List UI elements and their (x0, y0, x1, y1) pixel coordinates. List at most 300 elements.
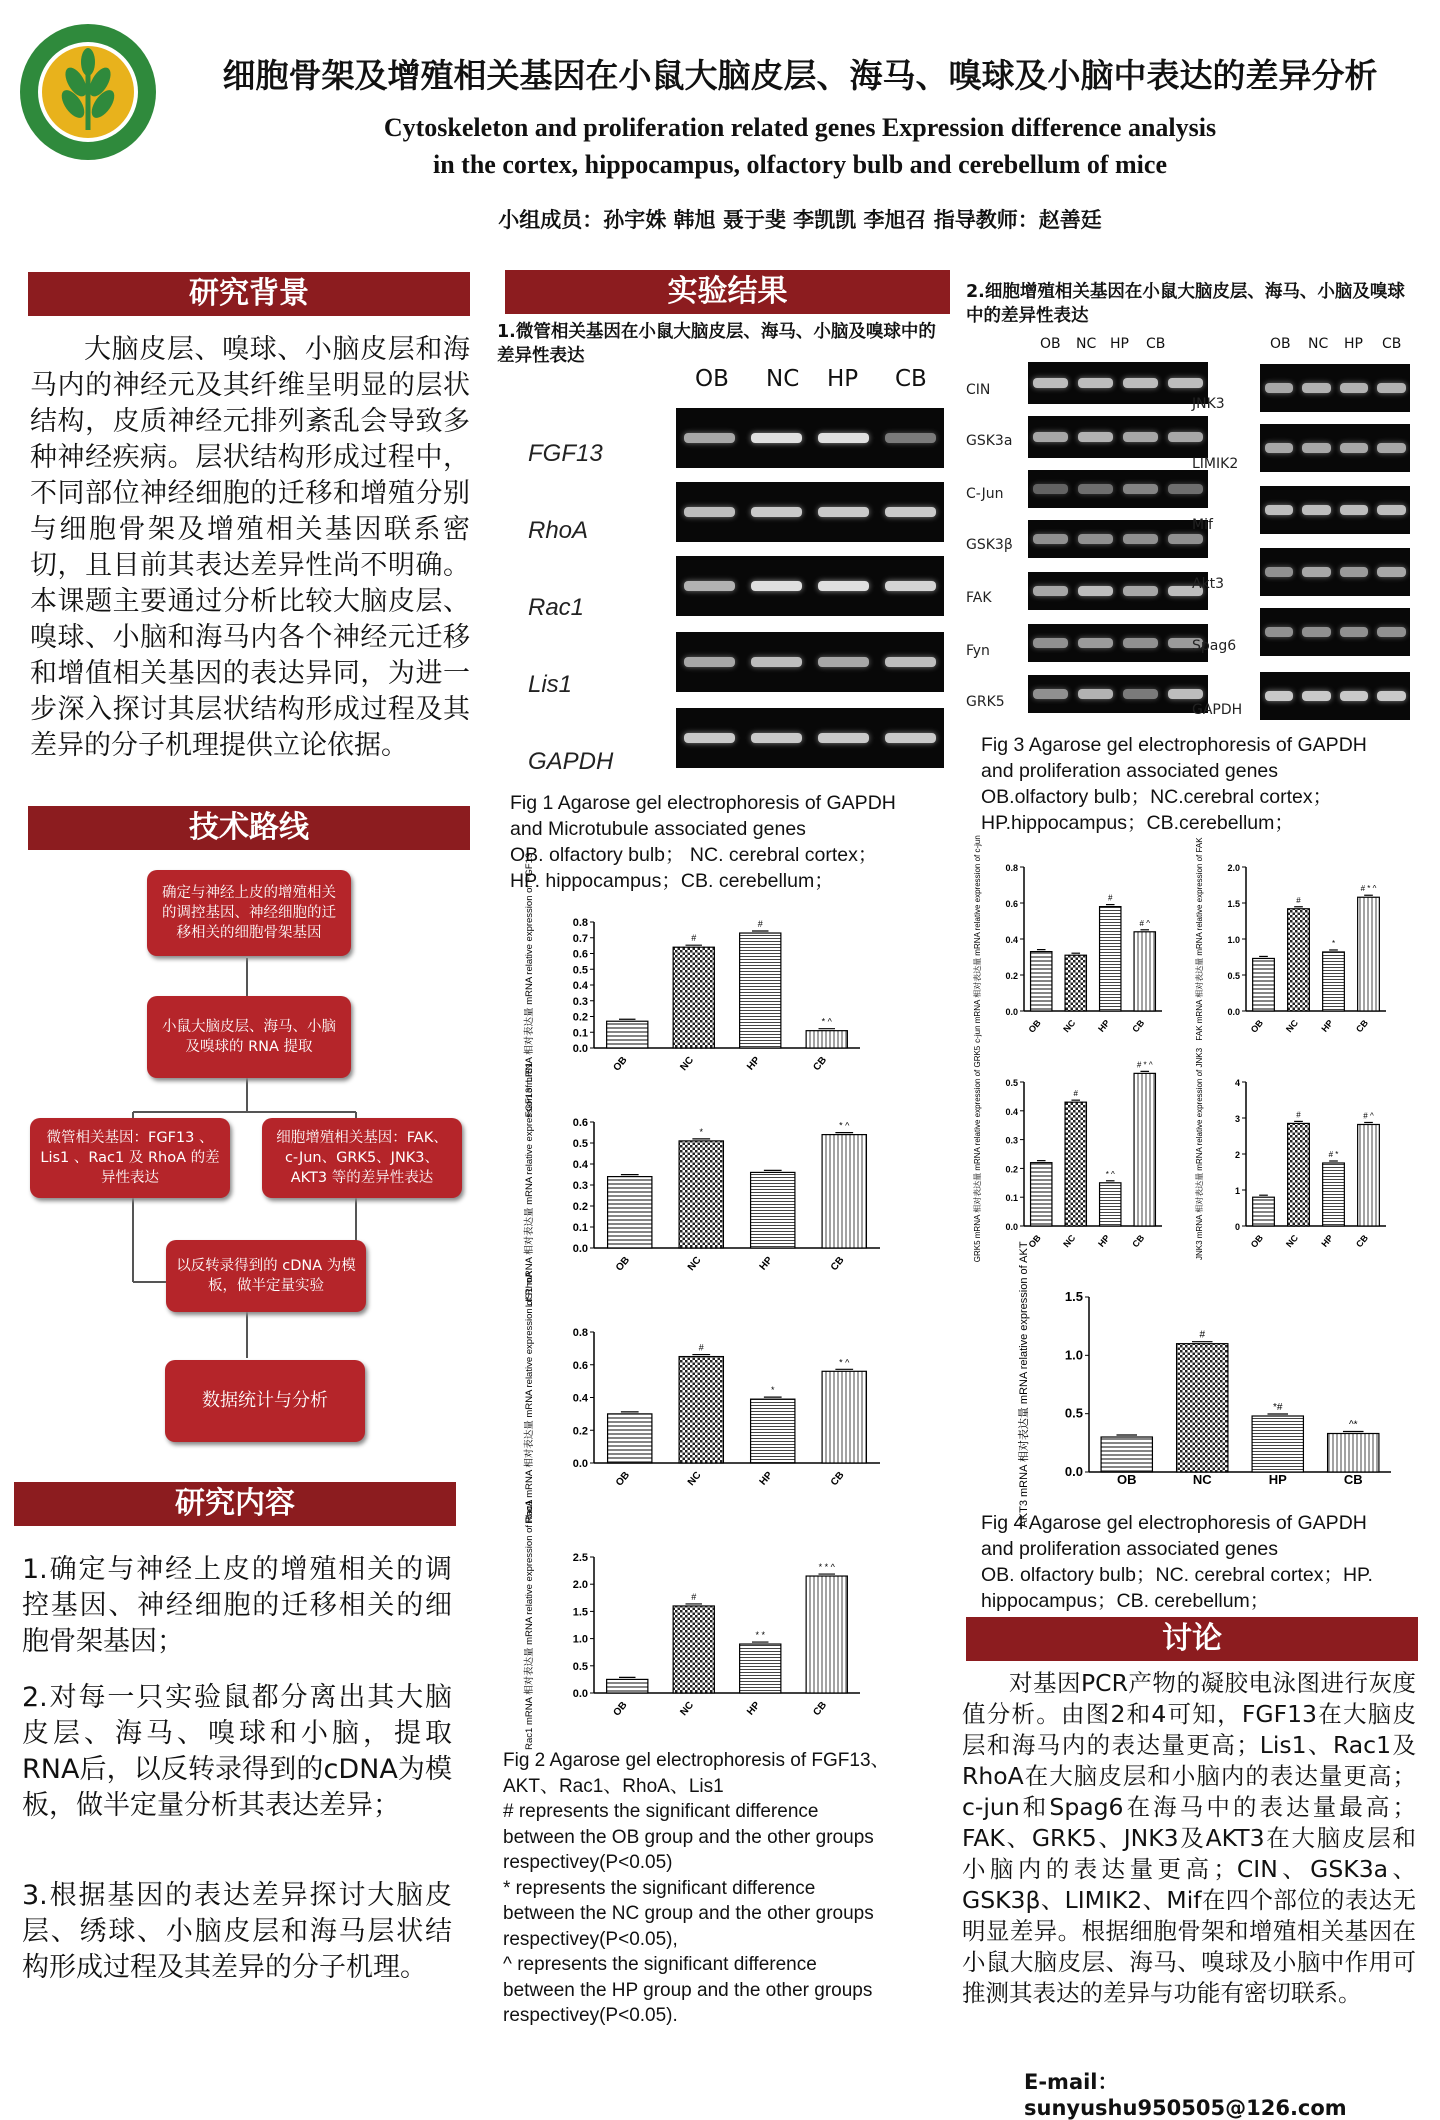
category-label: NC (1061, 1017, 1078, 1035)
background-heading: 研究背景 (28, 272, 470, 316)
fig3-gene-label: GSK3β (966, 537, 1013, 553)
category-label: OB (1248, 1017, 1266, 1035)
y-tick-label: 0.8 (572, 917, 588, 929)
fgf13-bar-chart (520, 852, 900, 1118)
y-axis-label: FAK mRNA 相对表达量 mRNA relative expression of FAK (1195, 837, 1204, 1041)
route-step-2: 小鼠大脑皮层、海马、小脑及嗅球的 RNA 提取 (147, 996, 351, 1078)
fig3-gene-label: GRK5 (966, 694, 1005, 710)
gel-strip (1028, 362, 1208, 404)
gel-band (1123, 432, 1157, 442)
category-label: OB (1248, 1232, 1266, 1250)
gel-band (1078, 378, 1112, 388)
gel-band (751, 581, 802, 591)
fig1-caption: Fig 1 Agarose gel electrophoresis of GAPDH and Microtubule associated genes OB. olfactory bulb； NC. cerebral cortex； HP. hippocampus；CB. cerebellum； (510, 792, 896, 892)
gel-band (885, 507, 936, 517)
y-tick-label: 0.4 (572, 980, 588, 992)
category-label: HP (757, 1254, 776, 1273)
gel-band (885, 433, 936, 443)
bar (1100, 1183, 1121, 1226)
category-label: CB (1354, 1017, 1371, 1035)
bar (679, 1141, 723, 1248)
content-item-1: 1.确定与神经上皮的增殖相关的调控基因、神经细胞的迁移相关的细胞骨架基因； (22, 1554, 452, 1657)
bar (1328, 1434, 1379, 1473)
y-tick-label: 0.5 (1227, 971, 1240, 981)
gel-band (885, 733, 936, 743)
gel-strip (1028, 470, 1208, 508)
y-tick-label: 0.0 (572, 1243, 588, 1255)
gel-band (1340, 691, 1369, 701)
y-tick-label: 0.4 (572, 1392, 588, 1405)
gel-band (751, 733, 802, 743)
gel-band (1078, 484, 1112, 494)
y-tick-label: 2.5 (572, 1552, 588, 1564)
bar (679, 1357, 723, 1463)
category-label: CB (828, 1469, 847, 1489)
y-tick-label: 0.6 (1005, 899, 1018, 909)
category-label: HP (1319, 1232, 1336, 1249)
gel-band (1168, 378, 1202, 388)
category-label: NC (1284, 1232, 1301, 1250)
significance-mark: # (1108, 893, 1113, 903)
gel-band (1033, 689, 1067, 699)
bar (1253, 1197, 1275, 1226)
bar (1065, 955, 1086, 1011)
gel-strip (1028, 675, 1208, 713)
significance-mark: # * ^ (1136, 1060, 1153, 1070)
fig3-gene-label: Akt3 (1192, 576, 1225, 592)
y-tick-label: 2.0 (1227, 863, 1240, 873)
significance-mark: *# (1273, 1402, 1283, 1413)
significance-mark: * ^ (839, 1120, 850, 1131)
y-tick-label: 0.8 (1005, 863, 1018, 873)
y-tick-label: 0.1 (572, 1027, 588, 1040)
y-tick-label: 0.7 (572, 932, 588, 945)
bar (673, 1606, 714, 1693)
category-label: OB (611, 1699, 630, 1719)
discussion-text: 对基因PCR产物的凝胶电泳图进行灰度值分析。由图2和4可知，FGF13在大脑皮层和海马内的表达量更高；Lis1、Rac1及RhoA在大脑皮层和小脑内的表达量更高；c-jun和Spag6在海马中的表达量最高；FAK、GRK5、JNK3及AKT3在大脑皮层和小脑内的表达量更高；CIN、GSK3a、GSK3β、LIMIK2、Mif在四个部位的表达无明显差异。根据细胞骨架和增殖相关基因在小鼠大脑皮层、海马、嗅球及小脑中作用可推测其表达的差异与功能有密切联系。 (962, 1669, 1416, 2007)
gel-band (1168, 484, 1202, 494)
significance-mark: * * (755, 1630, 766, 1641)
y-tick-label: 1.0 (1064, 1347, 1083, 1363)
gel-band (1033, 586, 1067, 596)
fig3-gene-label: C-Jun (966, 486, 1004, 502)
gel-band (1168, 689, 1202, 699)
gel-band (818, 657, 869, 667)
y-tick-label: 1.0 (1227, 935, 1240, 945)
gel-band (684, 507, 735, 517)
bar (1288, 1123, 1310, 1226)
gel-band (1340, 443, 1369, 453)
route-step-1: 确定与神经上皮的增殖相关的调控基因、神经细胞的迁移相关的细胞骨架基因 (147, 870, 351, 956)
category-label: NC (1192, 1472, 1212, 1487)
y-tick-label: 2 (1234, 1150, 1240, 1160)
fig3-gene-label: FAK (966, 590, 992, 606)
significance-mark: # ^ (1139, 918, 1150, 928)
y-axis-label: Rac1 mRNA 相对表达量 mRNA relative expression of Rac1 (524, 1500, 535, 1750)
fig3-gene-label: GSK3a (966, 433, 1013, 449)
y-axis-label: RhoA mRNA 相对表达量 mRNA relative expression of RhoA (524, 1271, 535, 1524)
category-label: CB (811, 1054, 830, 1074)
y-tick-label: 4 (1234, 1078, 1240, 1088)
gel-strip (676, 408, 944, 468)
fig3-gene-label: JNK3 (1192, 396, 1225, 412)
gel-band (1377, 691, 1406, 701)
poster-title-en-2: in the cortex, hippocampus, olfactory bulb and cerebellum of mice (433, 150, 1167, 179)
significance-mark: * * ^ (818, 1562, 835, 1573)
gel-band (1123, 689, 1157, 699)
bar (1252, 1416, 1303, 1472)
significance-mark: # * ^ (1360, 884, 1377, 894)
fig1-gene-label: Rac1 (528, 594, 585, 621)
y-tick-label: 0.2 (572, 1425, 588, 1438)
gel-strip (1260, 364, 1410, 412)
y-tick-label: 0.6 (572, 1117, 588, 1129)
y-tick-label: 2.0 (572, 1579, 588, 1592)
lis1-bar-chart (520, 1062, 900, 1308)
category-label: CB (1354, 1232, 1371, 1250)
gel-strip (1260, 548, 1410, 596)
results-heading: 实验结果 (505, 270, 950, 314)
y-tick-label: 0.3 (572, 1180, 588, 1192)
gel-band (818, 433, 869, 443)
significance-mark: * (699, 1126, 704, 1137)
category-label: CB (828, 1254, 847, 1274)
y-tick-label: 0.4 (572, 1159, 588, 1171)
significance-mark: # (757, 919, 763, 930)
bar (751, 1399, 795, 1463)
discussion-heading: 讨论 (966, 1617, 1418, 1661)
gel-band (1340, 383, 1369, 393)
category-label: HP (745, 1699, 763, 1718)
gel-band (751, 657, 802, 667)
gel-band (1265, 691, 1294, 701)
y-tick-label: 0.5 (1064, 1405, 1083, 1421)
category-label: NC (678, 1699, 697, 1719)
gel-band (751, 507, 802, 517)
bar (607, 1679, 648, 1693)
results-subheading-2: 2.细胞增殖相关基因在小鼠大脑皮层、海马、小脑及嗅球中的差异性表达 (966, 282, 1405, 326)
category-label: OB (1117, 1472, 1137, 1487)
gel-band (885, 657, 936, 667)
category-label: HP (1268, 1472, 1287, 1487)
category-label: OB (613, 1254, 633, 1274)
category-label: HP (1096, 1017, 1112, 1034)
gel-band (885, 581, 936, 591)
gel-band (1302, 505, 1331, 515)
y-tick-label: 1.5 (1064, 1289, 1083, 1304)
significance-mark: # (1296, 895, 1301, 905)
fig3-left-lane-labels: OB NC HP CB (1040, 336, 1166, 352)
y-tick-label: 0.4 (1005, 935, 1018, 945)
y-tick-label: 0.0 (1005, 1222, 1018, 1232)
y-tick-label: 0.6 (572, 1359, 588, 1372)
bar (822, 1371, 866, 1463)
y-tick-label: 0.0 (572, 1458, 588, 1470)
y-tick-label: 0.0 (572, 1043, 588, 1055)
significance-mark: * (770, 1385, 775, 1396)
bar (740, 1644, 781, 1693)
route-step-4: 细胞增殖相关基因：FAK、c-Jun、GRK5、JNK3、AKT3 等的差异性表达 (262, 1118, 462, 1198)
gel-band (1123, 534, 1157, 544)
gel-band (1265, 567, 1294, 577)
route-step-6: 数据统计与分析 (165, 1360, 365, 1442)
category-label: CB (1343, 1472, 1363, 1487)
significance-mark: * ^ (1105, 1169, 1115, 1179)
significance-mark: # (691, 933, 697, 944)
category-label: CB (1130, 1232, 1147, 1250)
bar (1134, 1073, 1155, 1226)
y-tick-label: 3 (1234, 1114, 1240, 1124)
bar (1253, 958, 1275, 1011)
bar (607, 1021, 648, 1048)
bar (1031, 952, 1052, 1011)
y-tick-label: 0.5 (572, 1138, 588, 1150)
y-tick-label: 1.5 (1227, 899, 1240, 909)
bar (1065, 1102, 1086, 1226)
gel-band (1265, 443, 1294, 453)
y-tick-label: 0.6 (572, 948, 588, 961)
gel-band (751, 433, 802, 443)
fig3-gene-label: LIMIK2 (1192, 456, 1239, 472)
route-step-5: 以反转录得到的 cDNA 为模板，做半定量实验 (166, 1240, 366, 1312)
gel-band (818, 733, 869, 743)
gel-band (1168, 432, 1202, 442)
y-tick-label: 0.2 (1005, 1164, 1018, 1175)
fig1-lane-labels: OB NC HP CB (695, 366, 927, 392)
fig4-caption: Fig 4 Agarose gel electrophoresis of GAPDH and proliferation associated genes OB. olfactory bulb；NC. cerebral cortex；HP. hippocampus；CB. cerebellum； (981, 1512, 1373, 1612)
y-axis-label: JNK3 mRNA 相对表达量 mRNA relative expression of JNK3 (1195, 1047, 1204, 1261)
gel-band (1377, 443, 1406, 453)
y-axis-label: AKT3 mRNA 相对表达量 mRNA relative expression of AKT (1018, 1241, 1030, 1528)
background-text: 大脑皮层、嗅球、小脑皮层和海马内的神经元及其纤维呈明显的层状结构，皮质神经元排列紊乱会导致多种神经疾病。层状结构形成过程中，不同部位神经细胞的迁移和增殖分别与细胞骨架及增殖相关基因联系密切，且目前其表达差异性尚不明确。本课题主要通过分析比较大脑皮层、嗅球、小脑和海马内各个神经元迁移和增值相关基因的表达异同，为进一步深入探讨其层状结构形成过程及其差异的分子机理提供立论依据。 (30, 334, 470, 761)
gel-band (684, 581, 735, 591)
y-axis-label: LIS1 mRNA 相对表达量 mRNA relative expression of LIS1 (524, 1062, 535, 1308)
gel-band (1302, 383, 1331, 393)
fig3-gene-label: GAPDH (1192, 702, 1243, 718)
gel-band (684, 657, 735, 667)
y-tick-label: 0.1 (1005, 1193, 1018, 1204)
route-step-3: 微管相关基因：FGF13 、Lis1 、Rac1 及 RhoA 的差异性表达 (30, 1118, 230, 1198)
bar (1358, 1124, 1380, 1226)
bar (740, 933, 781, 1048)
fig3-gene-label: Spag6 (1192, 638, 1237, 654)
significance-mark: # (1073, 1089, 1078, 1099)
y-tick-label: 0.5 (1005, 1078, 1018, 1088)
gel-strip (1260, 486, 1410, 534)
y-tick-label: 0.3 (572, 995, 588, 1008)
poster-title-en-1: Cytoskeleton and proliferation related genes Expression difference analysis (383, 113, 1217, 142)
route-heading: 技术路线 (28, 806, 470, 850)
gel-strip (1260, 672, 1410, 720)
y-tick-label: 0.1 (572, 1222, 588, 1234)
gel-band (684, 433, 735, 443)
gel-band (1168, 534, 1202, 544)
y-tick-label: 0.0 (572, 1688, 588, 1700)
category-label: CB (811, 1699, 830, 1719)
y-tick-label: 0.5 (572, 1660, 588, 1673)
fig3-right-lane-labels: OB NC HP CB (1270, 336, 1402, 352)
category-label: NC (1284, 1017, 1301, 1035)
category-label: CB (1130, 1017, 1147, 1035)
gel-strip (1260, 424, 1410, 472)
gel-band (1302, 627, 1331, 637)
category-label: HP (745, 1054, 763, 1073)
y-tick-label: 0.0 (1227, 1007, 1240, 1017)
category-label: OB (1026, 1232, 1043, 1250)
fig1-gene-label: RhoA (528, 517, 589, 544)
gel-band (1123, 484, 1157, 494)
bar (822, 1135, 866, 1248)
gel-band (818, 581, 869, 591)
gel-band (1123, 378, 1157, 388)
gel-band (1265, 505, 1294, 515)
category-label: HP (1096, 1232, 1112, 1249)
gel-band (1302, 443, 1331, 453)
bar (608, 1414, 652, 1463)
gel-strip (1028, 572, 1208, 610)
gel-band (1123, 638, 1157, 648)
gel-band (1033, 432, 1067, 442)
bar (1177, 1344, 1228, 1472)
jnk3-bar-chart (1190, 1047, 1410, 1270)
y-tick-label: 0.2 (572, 1011, 588, 1024)
bar (1323, 952, 1345, 1011)
content-item-3: 3.根据基因的表达差异探讨大脑皮层、绣球、小脑皮层和海马层状结构形成过程及其差异的分子机理。 (22, 1880, 452, 1983)
bar (806, 1576, 847, 1693)
akt3-bar-chart (1015, 1241, 1395, 1528)
y-axis-label: FGF13 mRNA 相对表达量 mRNA relative expression of FGF13 (524, 852, 535, 1118)
contact-email: E-mail：sunyushu950505@126.com (1024, 2070, 1347, 2120)
gel-band (1377, 505, 1406, 515)
bar (1031, 1163, 1052, 1226)
gel-band (1377, 627, 1406, 637)
gel-band (1078, 534, 1112, 544)
y-tick-label: 1.5 (572, 1606, 588, 1619)
gel-strip (1028, 520, 1208, 558)
significance-mark: * (1331, 938, 1336, 948)
significance-mark: # * (1328, 1150, 1339, 1159)
gel-band (1265, 627, 1294, 637)
fak-bar-chart (1190, 837, 1410, 1055)
gel-strip (1260, 608, 1410, 656)
y-tick-label: 0.4 (1005, 1106, 1018, 1117)
significance-mark: # (691, 1591, 697, 1602)
gel-band (1033, 534, 1067, 544)
gel-strip (676, 482, 944, 542)
category-label: HP (757, 1469, 776, 1488)
category-label: OB (1026, 1017, 1043, 1035)
gel-band (1265, 383, 1294, 393)
rhoa-bar-chart (520, 1271, 900, 1524)
y-tick-label: 0.0 (1005, 1007, 1018, 1017)
fig1-gene-label: FGF13 (528, 440, 603, 467)
gel-strip (676, 632, 944, 692)
fig2-caption: Fig 2 Agarose gel electrophoresis of FGF13、 AKT、Rac1、RhoA、Lis1 # represents the significant difference between the OB group and the other groups respectivey(P<0.05) * represents the significant difference between the NC group and the other groups respectivey(P<0.05), ^ represents the significant difference between the HP group and the other groups respectivey(P<0.05). (503, 1750, 890, 2026)
category-label: OB (611, 1054, 630, 1074)
y-tick-label: 1 (1234, 1186, 1240, 1196)
gel-band (1078, 638, 1112, 648)
gel-strip (1028, 416, 1208, 458)
fig3-caption: Fig 3 Agarose gel electrophoresis of GAPDH and proliferation associated genes OB.olfactory bulb；NC.cerebral cortex； HP.hippocampus；CB.cerebellum； (981, 734, 1367, 834)
fig3-gene-label: Fyn (966, 643, 990, 659)
cjun-bar-chart (968, 835, 1168, 1055)
gel-strip (676, 556, 944, 616)
y-tick-label: 0.8 (572, 1327, 588, 1339)
gel-band (818, 507, 869, 517)
bar (751, 1172, 795, 1248)
results-subheading-1: 1.微管相关基因在小鼠大脑皮层、海马、小脑及嗅球中的差异性表达 (497, 322, 936, 366)
fig1-gene-label: GAPDH (528, 748, 614, 775)
significance-mark: # (1199, 1329, 1206, 1341)
gel-band (1078, 689, 1112, 699)
gel-band (1340, 567, 1369, 577)
team-members: 小组成员：孙宇姝 韩旭 聂于斐 李凯凯 李旭召 指导教师：赵善廷 (498, 208, 1102, 232)
category-label: OB (613, 1469, 633, 1489)
bar (1134, 932, 1155, 1011)
y-tick-label: 0.2 (1005, 971, 1018, 981)
gel-band (1302, 567, 1331, 577)
y-tick-label: 0.5 (572, 964, 588, 977)
gel-band (1078, 432, 1112, 442)
fig1-gene-label: Lis1 (528, 671, 573, 698)
category-label: NC (678, 1054, 697, 1074)
bar (673, 947, 714, 1048)
bar (1323, 1163, 1345, 1226)
bar (1101, 1437, 1152, 1472)
significance-mark: ^* (1348, 1419, 1358, 1431)
grk5-bar-chart (968, 1045, 1168, 1270)
category-label: HP (1319, 1017, 1336, 1034)
significance-mark: * ^ (839, 1357, 850, 1368)
poster-title-cn: 细胞骨架及增殖相关基因在小鼠大脑皮层、海马、嗅球及小脑中表达的差异分析 (222, 56, 1378, 95)
category-label: NC (685, 1469, 704, 1489)
y-axis-label: GRK5 mRNA 相对表达量 mRNA relative expression of GRK5 (973, 1045, 982, 1263)
gel-band (1123, 586, 1157, 596)
y-tick-label: 0 (1234, 1222, 1240, 1232)
gel-band (1340, 627, 1369, 637)
category-label: NC (685, 1254, 704, 1274)
y-tick-label: 1.0 (572, 1633, 588, 1646)
y-axis-label: c-jun mRNA 相对表达量 mRNA relative expression of c-jun (973, 835, 982, 1043)
significance-mark: # ^ (1363, 1111, 1374, 1121)
rac1-bar-chart (520, 1500, 900, 1750)
bar (608, 1177, 652, 1248)
gel-band (1377, 383, 1406, 393)
bar (1100, 907, 1121, 1011)
significance-mark: * ^ (821, 1016, 832, 1027)
gel-band (1033, 378, 1067, 388)
gel-strip (1028, 624, 1208, 662)
significance-mark: # (1296, 1110, 1301, 1120)
bar (806, 1031, 847, 1048)
gel-band (684, 733, 735, 743)
gel-band (1078, 586, 1112, 596)
significance-mark: # (698, 1342, 704, 1353)
gel-band (1033, 638, 1067, 648)
gel-band (1340, 505, 1369, 515)
gel-band (1377, 567, 1406, 577)
gel-strip (676, 708, 944, 768)
gel-band (1302, 691, 1331, 701)
fig3-gene-label: CIN (966, 382, 991, 398)
y-tick-label: 0.2 (572, 1201, 588, 1213)
university-logo (18, 22, 158, 162)
gel-band (1033, 484, 1067, 494)
bar (1358, 897, 1380, 1011)
content-item-2: 2.对每一只实验鼠都分离出其大脑皮层、海马、嗅球和小脑，提取RNA后，以反转录得到的cDNA为模板，做半定量分析其表达差异； (22, 1682, 452, 1821)
fig3-gene-label: Mif (1192, 517, 1213, 533)
bar (1288, 909, 1310, 1011)
